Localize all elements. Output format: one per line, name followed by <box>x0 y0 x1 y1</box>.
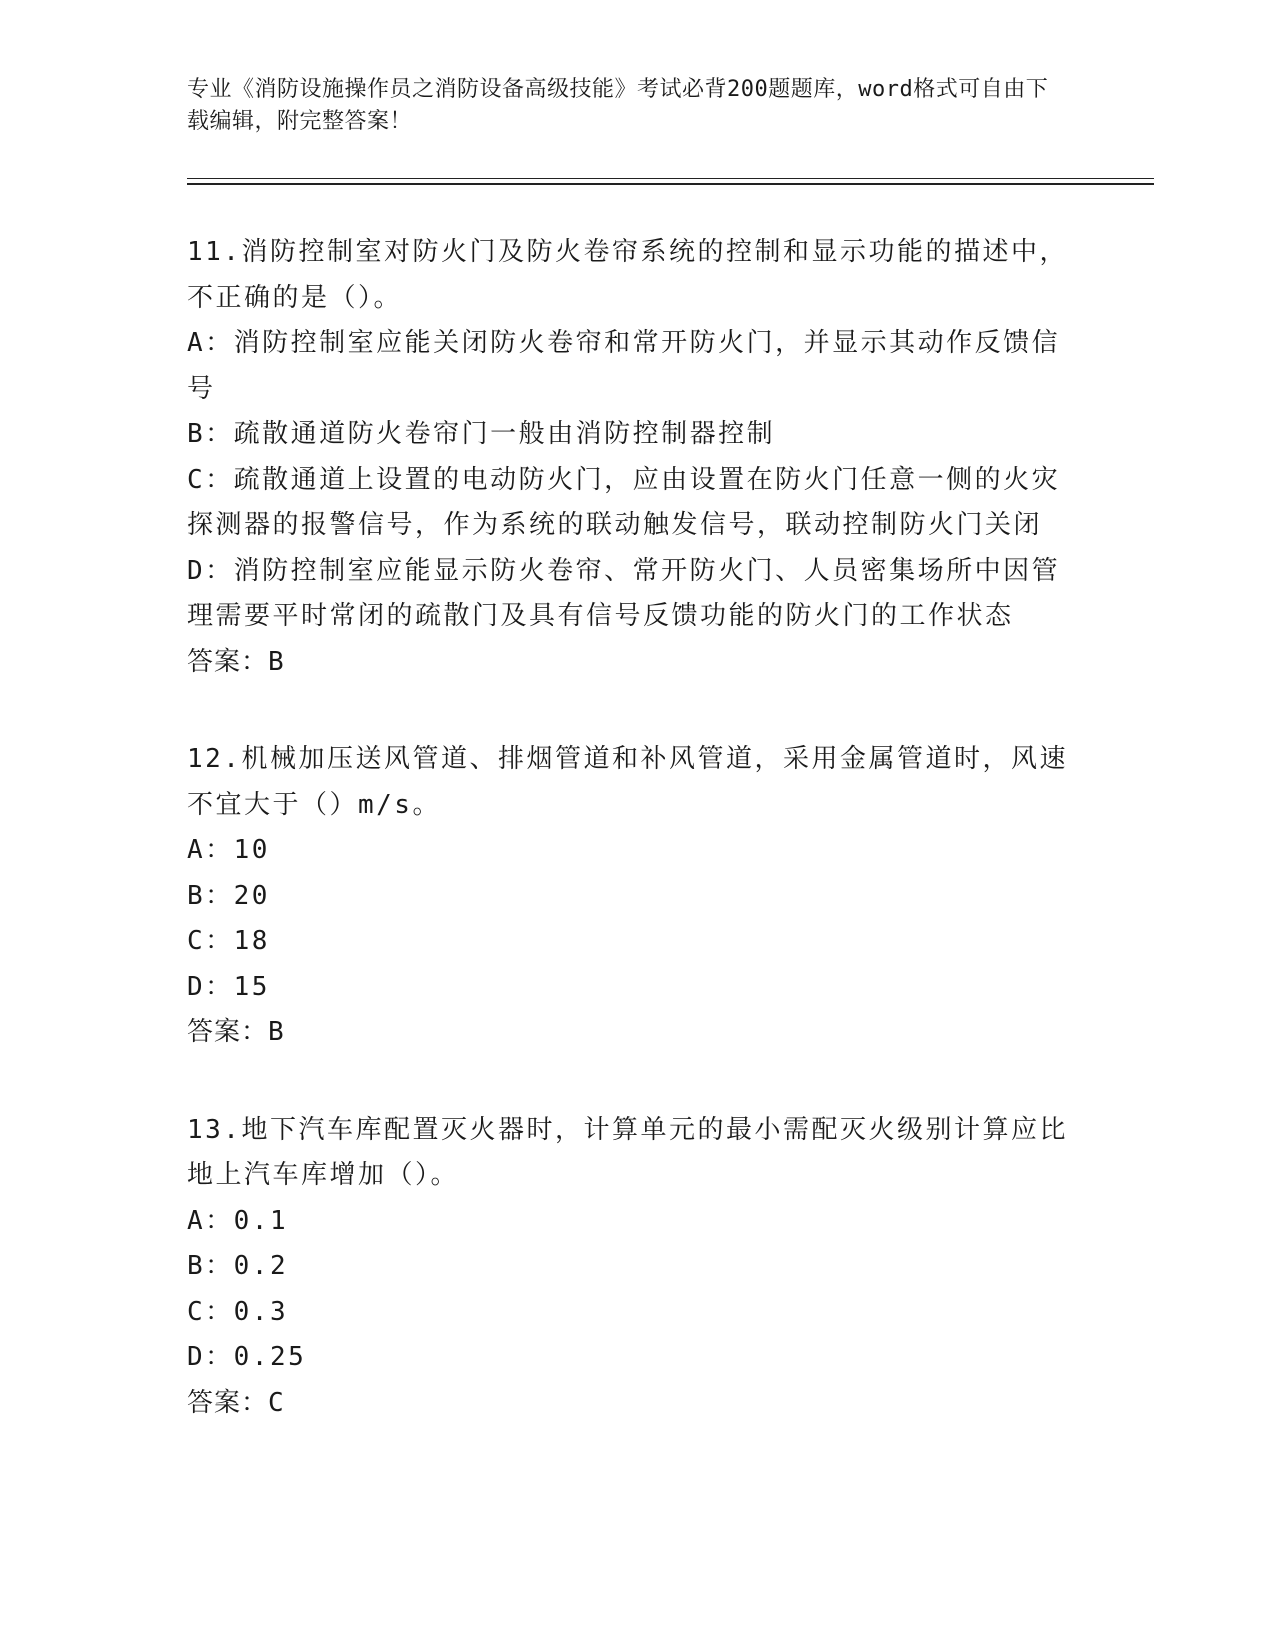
option-a: A：消防控制室应能关闭防火卷帘和常开防火门，并显示其动作反馈信号 <box>187 328 1061 404</box>
option-b: B：疏散通道防火卷帘门一般由消防控制器控制 <box>187 419 776 449</box>
question-13 <box>187 1108 1087 1427</box>
answer-line <box>187 1381 1087 1427</box>
option-d: D：15 <box>187 971 270 1002</box>
question-stem: 12.机械加压送风管道、排烟管道和补风管道，采用金属管道时，风速不宜大于（）m/s。 <box>187 744 1068 820</box>
answer-value: B <box>268 646 285 677</box>
answer-label: 答案： <box>187 646 269 677</box>
answer-label: 答案： <box>187 1017 269 1047</box>
question-stem: 13.地下汽车库配置灭火器时，计算单元的最小需配灭火级别计算应比地上汽车库增加（）。 <box>187 1114 1068 1190</box>
question-list <box>187 230 1087 1478</box>
answer-value: B <box>268 1017 285 1047</box>
question-stem: 11.消防控制室对防火门及防火卷帘系统的控制和显示功能的描述中，不正确的是（）。 <box>187 237 1068 313</box>
answer-line <box>187 1010 1087 1056</box>
option-b: B：20 <box>187 880 270 911</box>
header-divider <box>187 178 1154 185</box>
option-a: A：0.1 <box>187 1205 289 1236</box>
option-a: A：10 <box>187 835 270 865</box>
answer-value: C <box>268 1387 285 1418</box>
answer-line <box>187 640 1087 686</box>
question-12 <box>187 737 1087 1056</box>
option-d: D：0.25 <box>187 1342 307 1372</box>
option-d: D：消防控制室应能显示防火卷帘、常开防火门、人员密集场所中因管理需要平时常闭的疏散门及具有信号反馈功能的防火门的工作状态 <box>187 555 1061 631</box>
option-c: C：疏散通道上设置的电动防火门，应由设置在防火门任意一侧的火灾探测器的报警信号，作为系统的联动触发信号，联动控制防火门关闭 <box>187 464 1061 540</box>
answer-label: 答案： <box>187 1387 269 1418</box>
question-11 <box>187 230 1087 685</box>
option-c: C：18 <box>187 926 270 956</box>
option-b: B：0.2 <box>187 1251 289 1281</box>
option-c: C：0.3 <box>187 1296 289 1327</box>
page-header: 专业《消防设施操作员之消防设备高级技能》考试必背200题题库，word格式可自由下载编辑，附完整答案！ <box>187 77 1049 134</box>
